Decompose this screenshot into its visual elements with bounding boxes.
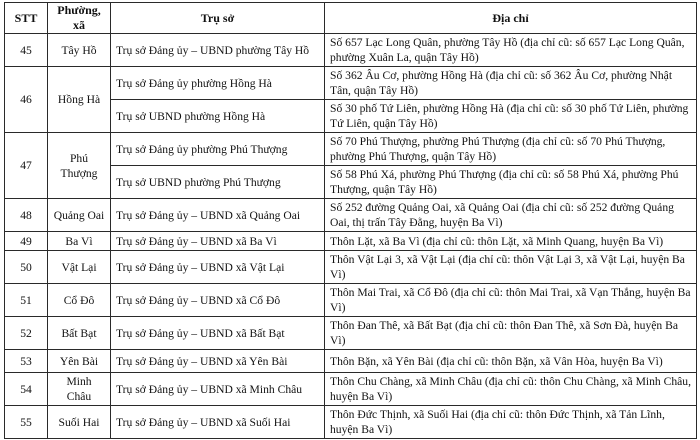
office-cell: Trụ sở UBND phường Phú Thượng	[111, 166, 325, 199]
stt-cell: 45	[5, 34, 48, 67]
header-address: Địa chỉ	[325, 3, 697, 34]
address-cell: Số 58 Phú Xá, phường Phú Thượng (địa chỉ cũ: số 58 Phú Xá, phường Phú Thượng, quận Tây Hồ)	[325, 166, 697, 199]
stt-cell: 50	[5, 251, 48, 284]
table-header-row	[5, 3, 697, 34]
office-cell: Trụ sở Đảng ủy – UBND xã Yên Bài	[111, 350, 325, 373]
ward-cell: Minh Châu	[48, 373, 111, 406]
stt-cell: 47	[5, 133, 48, 199]
address-cell: Thôn Mai Trai, xã Cổ Đô (địa chỉ cũ: thôn Mai Trai, xã Vạn Thắng, huyện Ba Vì)	[325, 284, 697, 317]
table-row	[5, 232, 697, 251]
address-cell: Thôn Vật Lại 3, xã Vật Lại (địa chỉ cũ: thôn Vật Lại 3, xã Vật Lại, huyện Ba Vì)	[325, 251, 697, 284]
address-cell: Số 657 Lạc Long Quân, phường Tây Hồ (địa chỉ cũ: số 657 Lạc Long Quân, phường Xuân La, quận Tây Hồ)	[325, 34, 697, 67]
stt-cell: 46	[5, 67, 48, 133]
table-row	[5, 67, 697, 100]
table-row	[5, 317, 697, 350]
stt-cell: 52	[5, 317, 48, 350]
address-cell: Thôn Bặn, xã Yên Bài (địa chỉ cũ: thôn Bặn, xã Vân Hòa, huyện Ba Vì)	[325, 350, 697, 373]
address-cell: Thôn Lặt, xã Ba Vì (địa chỉ cũ: thôn Lặt, xã Minh Quang, huyện Ba Vì)	[325, 232, 697, 251]
office-cell: Trụ sở Đảng ủy – UBND xã Suối Hai	[111, 406, 325, 439]
table-row	[5, 34, 697, 67]
stt-cell: 49	[5, 232, 48, 251]
table-row	[5, 199, 697, 232]
address-cell: Số 252 đường Quảng Oai, xã Quảng Oai (địa chỉ cũ: số 252 đường Quảng Oai, thị trấn Tây Đằng, huyện Ba Vì)	[325, 199, 697, 232]
ward-cell: Cổ Đô	[48, 284, 111, 317]
address-cell: Thôn Đan Thê, xã Bất Bạt (địa chỉ cũ: thôn Đan Thê, xã Sơn Đà, huyện Ba Vì)	[325, 317, 697, 350]
address-cell: Số 362 Âu Cơ, phường Hồng Hà (địa chỉ cũ: số 362 Âu Cơ, phường Nhật Tân, quận Tây Hồ)	[325, 67, 697, 100]
office-cell: Trụ sở Đảng ủy – UBND xã Vật Lại	[111, 251, 325, 284]
stt-cell: 53	[5, 350, 48, 373]
office-cell: Trụ sở Đảng ủy – UBND xã Minh Châu	[111, 373, 325, 406]
ward-cell: Hồng Hà	[48, 67, 111, 133]
office-cell: Trụ sở Đảng ủy – UBND xã Cổ Đô	[111, 284, 325, 317]
ward-cell: Bất Bạt	[48, 317, 111, 350]
ward-cell: Suối Hai	[48, 406, 111, 439]
stt-cell: 55	[5, 406, 48, 439]
office-cell: Trụ sở Đảng ủy – UBND phường Tây Hồ	[111, 34, 325, 67]
address-cell: Thôn Chu Chàng, xã Minh Châu (địa chỉ cũ: thôn Chu Chàng, xã Minh Châu, huyện Ba Vì)	[325, 373, 697, 406]
ward-cell: Vật Lại	[48, 251, 111, 284]
office-cell: Trụ sở Đảng ủy – UBND xã Bất Bạt	[111, 317, 325, 350]
table-row	[5, 284, 697, 317]
table-row	[5, 373, 697, 406]
office-cell: Trụ sở Đảng ủy – UBND xã Quảng Oai	[111, 199, 325, 232]
office-cell: Trụ sở Đảng ủy phường Hồng Hà	[111, 67, 325, 100]
table-row	[5, 350, 697, 373]
header-office: Trụ sở	[111, 3, 325, 34]
stt-cell: 54	[5, 373, 48, 406]
office-cell: Trụ sở UBND phường Hồng Hà	[111, 100, 325, 133]
stt-cell: 51	[5, 284, 48, 317]
address-cell: Thôn Đức Thịnh, xã Suối Hai (địa chỉ cũ: thôn Đức Thịnh, xã Tản Lĩnh, huyện Ba Vì)	[325, 406, 697, 439]
table-row	[5, 406, 697, 439]
table-row	[5, 133, 697, 166]
ward-cell: Quảng Oai	[48, 199, 111, 232]
ward-cell: Ba Vì	[48, 232, 111, 251]
address-cell: Số 70 Phú Thượng, phường Phú Thượng (địa chỉ cũ: số 70 Phú Thượng, phường Phú Thượng, quận Tây Hồ)	[325, 133, 697, 166]
table-row	[5, 251, 697, 284]
stt-cell: 48	[5, 199, 48, 232]
ward-cell: Yên Bài	[48, 350, 111, 373]
office-cell: Trụ sở Đảng ủy phường Phú Thượng	[111, 133, 325, 166]
address-cell: Số 30 phố Tứ Liên, phường Hồng Hà (địa chỉ cũ: số 30 phố Tứ Liên, phường Tứ Liên, quận Tây Hồ)	[325, 100, 697, 133]
header-stt: STT	[5, 3, 48, 34]
office-address-table	[4, 2, 697, 439]
header-ward: Phường, xã	[48, 3, 111, 34]
ward-cell: Tây Hồ	[48, 34, 111, 67]
office-cell: Trụ sở Đảng ủy – UBND xã Ba Vì	[111, 232, 325, 251]
ward-cell: Phú Thượng	[48, 133, 111, 199]
